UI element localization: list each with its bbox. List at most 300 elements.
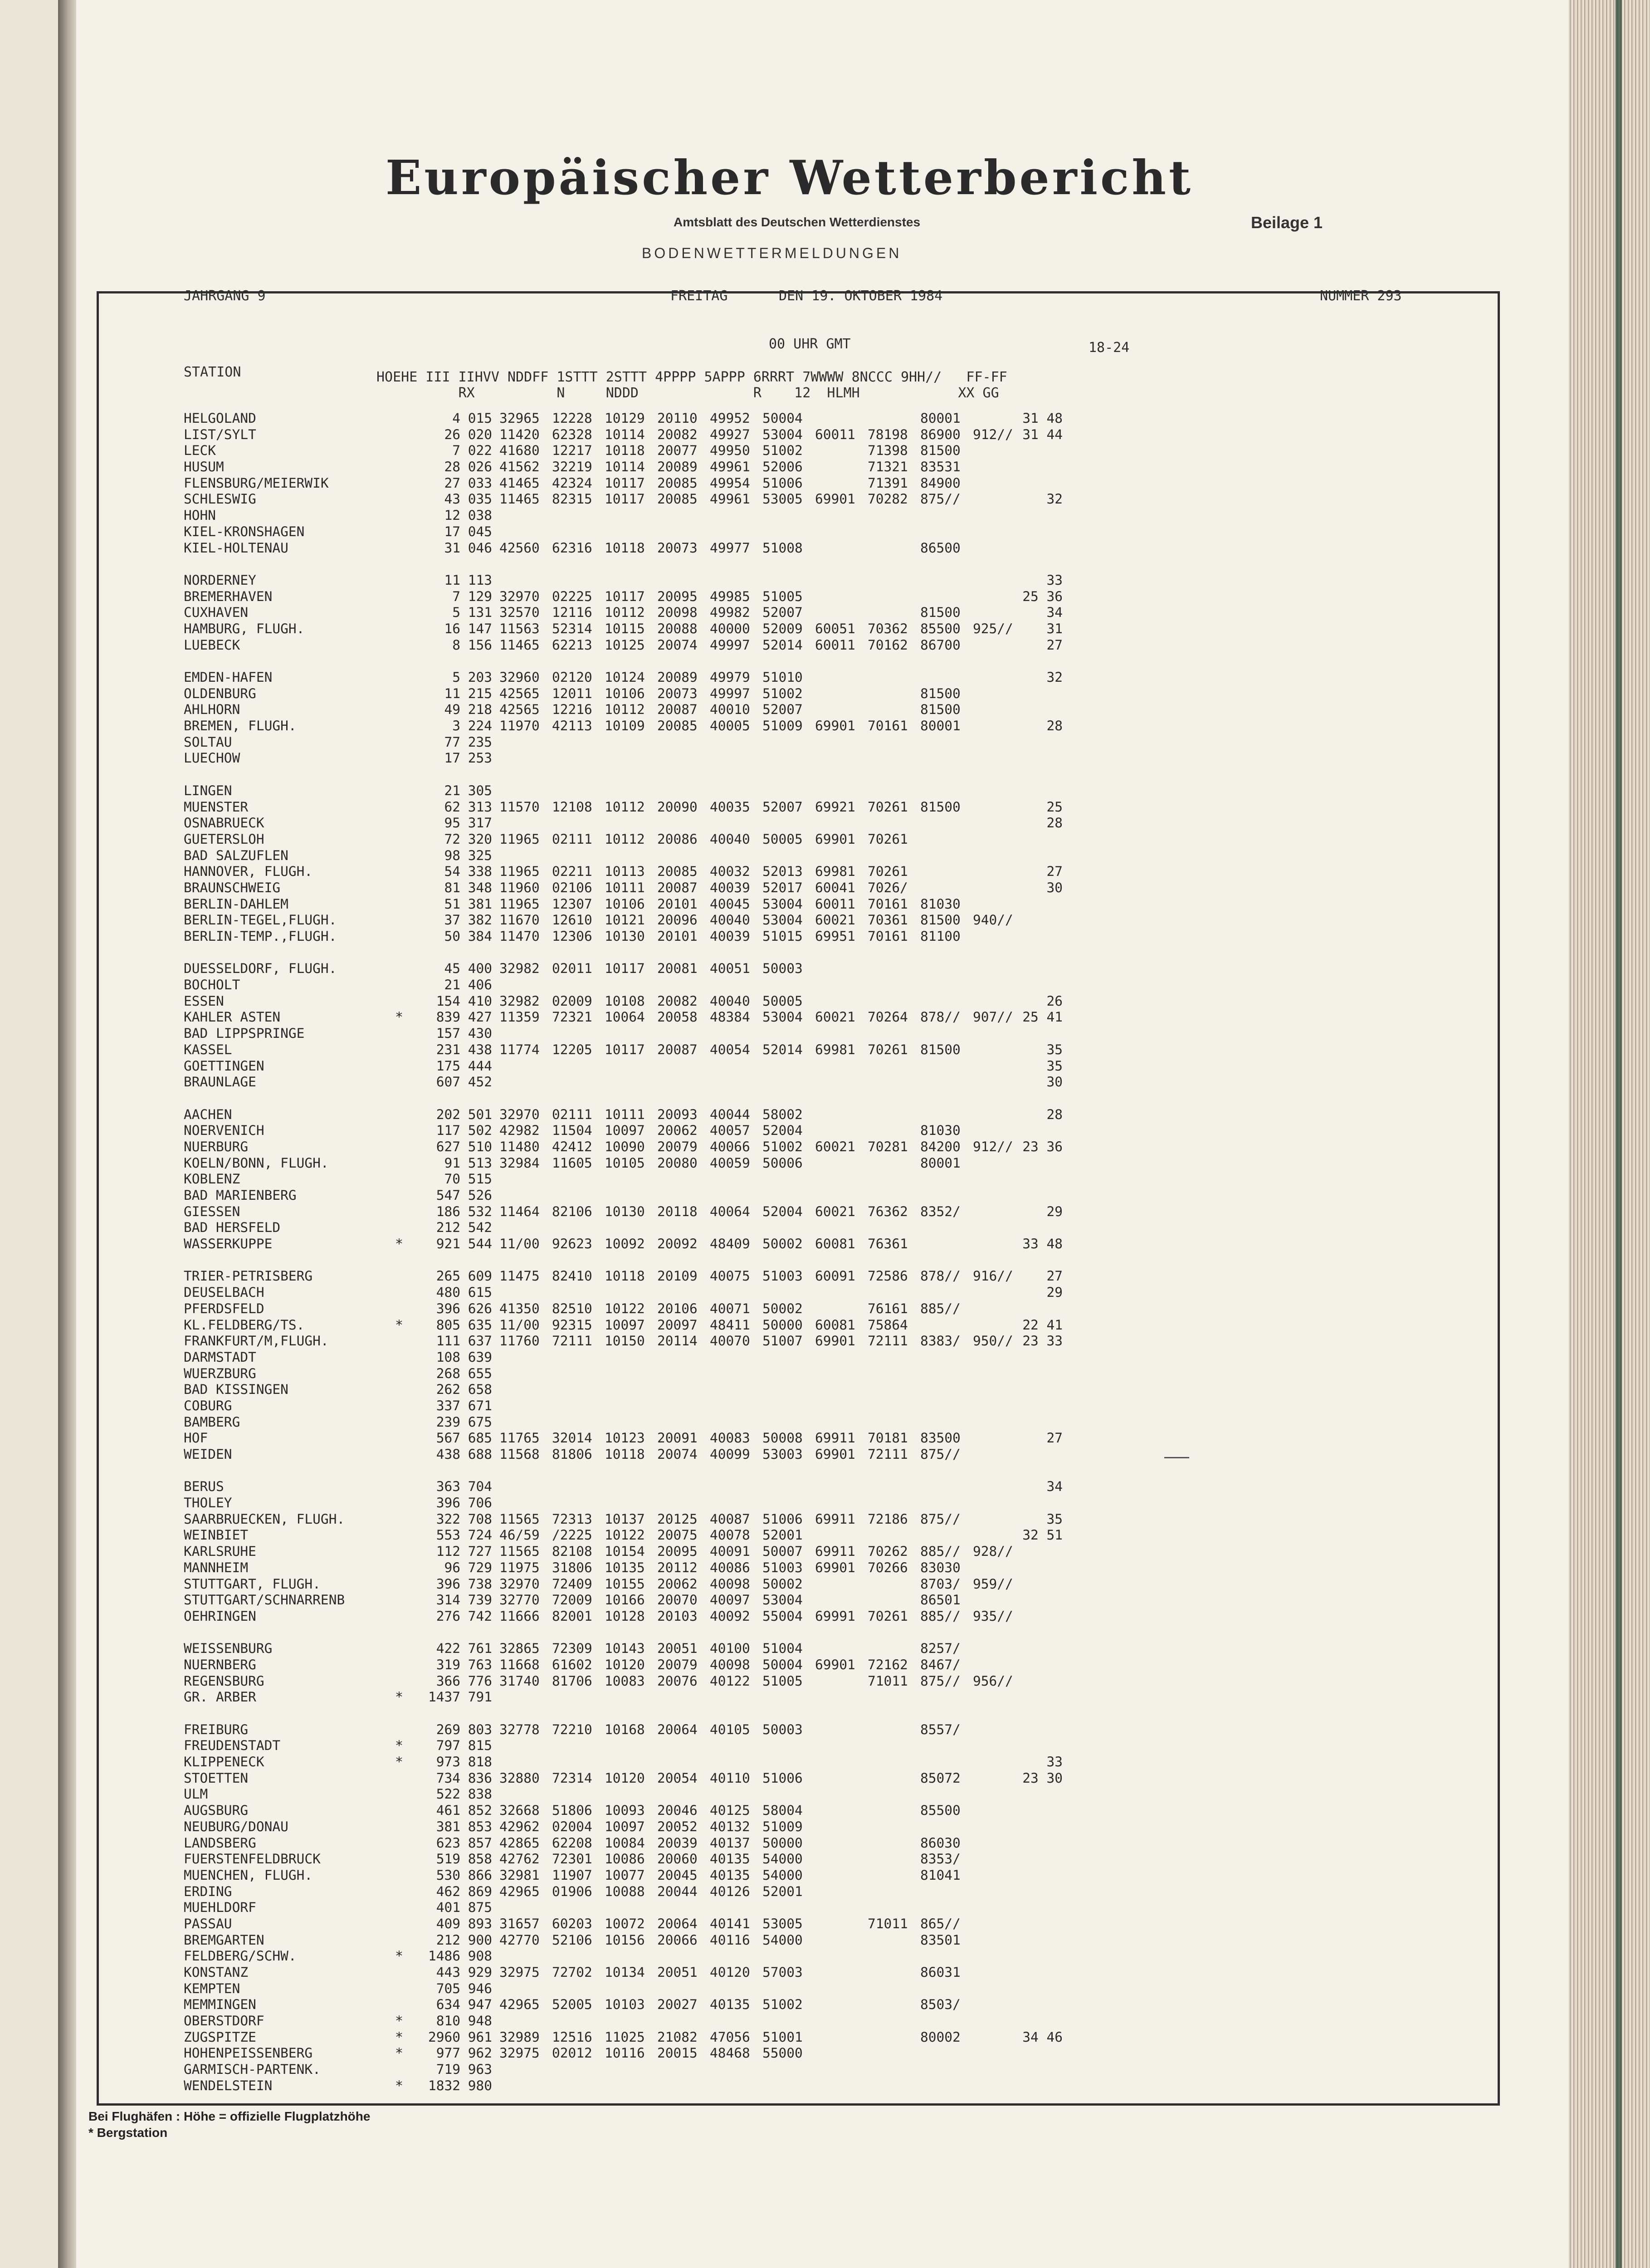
station-height: 314 xyxy=(436,1592,460,1608)
code-group: 42412 xyxy=(552,1139,592,1154)
code-group: 69901 xyxy=(815,718,855,734)
mountain-marker: * xyxy=(395,2045,403,2061)
station-index: 869 xyxy=(468,1883,492,1899)
code-group: 40122 xyxy=(710,1673,750,1689)
code-group xyxy=(969,750,1022,767)
station-name: FREUDENSTADT xyxy=(184,1738,281,1754)
code-group: 52017 xyxy=(762,880,803,895)
code-group: 20066 xyxy=(657,1932,698,1948)
station-name: BRAUNLAGE xyxy=(184,1074,256,1090)
station-height: 1437 xyxy=(428,1689,460,1705)
code-group xyxy=(811,734,864,751)
code-group xyxy=(496,1900,548,1916)
mountain-marker xyxy=(383,1349,415,1366)
station-name: BERUS xyxy=(184,1479,224,1495)
code-group xyxy=(864,1576,917,1593)
station-height: 5 xyxy=(452,605,460,621)
code-group: 40039 xyxy=(710,929,750,944)
station-height: 443 xyxy=(436,1965,460,1980)
code-group: 10117 xyxy=(605,588,645,604)
station-height: 805 xyxy=(436,1317,460,1333)
station-name: FUERSTENFELDBRUCK xyxy=(184,1851,321,1867)
code-group xyxy=(759,1188,811,1204)
code-group: 40054 xyxy=(710,1041,750,1057)
code-group: 51015 xyxy=(762,929,803,944)
table-row xyxy=(184,1495,1063,1511)
station-height: 797 xyxy=(436,1738,460,1754)
station-name: STUTTGART/SCHNARRENB xyxy=(184,1592,345,1608)
code-group xyxy=(811,1107,864,1123)
code-group xyxy=(864,1382,917,1398)
table-row xyxy=(184,1171,1063,1188)
code-group xyxy=(601,1026,654,1042)
code-group: 20085 xyxy=(657,491,698,507)
code-group: 20074 xyxy=(657,1447,698,1462)
code-group: 49982 xyxy=(710,605,750,621)
code-group: 61602 xyxy=(552,1657,592,1672)
station-index: 513 xyxy=(468,1155,492,1171)
mountain-marker xyxy=(383,993,415,1010)
station-index: 704 xyxy=(468,1479,492,1495)
station-height: 77 xyxy=(444,734,460,750)
station-height: 212 xyxy=(436,1932,460,1948)
code-group xyxy=(601,2013,654,2029)
code-group xyxy=(969,831,1022,848)
code-group: 20085 xyxy=(657,475,698,491)
publication-subtitle: Amtsblatt des Deutschen Wetterdienstes xyxy=(674,215,921,229)
code-group xyxy=(917,1900,969,1916)
table-row xyxy=(184,1689,1063,1706)
code-group: 20114 xyxy=(657,1333,698,1349)
code-group xyxy=(864,1155,917,1172)
station-name: AUGSBURG xyxy=(184,1803,249,1818)
group-spacer xyxy=(184,1252,1063,1269)
date-label: DEN 19. OKTOBER 1984 xyxy=(779,288,943,304)
station-height: 157 xyxy=(436,1026,460,1041)
table-row xyxy=(184,880,1063,896)
code-group: 50006 xyxy=(762,1155,803,1171)
station-name: KAHLER ASTEN xyxy=(184,1009,281,1025)
code-group xyxy=(917,993,969,1010)
station-index: 739 xyxy=(468,1592,492,1608)
code-group xyxy=(601,1074,654,1090)
code-group xyxy=(969,670,1022,686)
code-group: 20103 xyxy=(657,1608,698,1624)
gust-values: 25 36 xyxy=(1022,588,1063,604)
mountain-marker xyxy=(383,605,415,621)
station-index: 875 xyxy=(468,1900,492,1916)
code-group xyxy=(917,961,969,977)
table-row xyxy=(184,1430,1063,1447)
code-group: 42113 xyxy=(552,718,592,734)
table-row xyxy=(184,1770,1063,1787)
code-group xyxy=(917,977,969,993)
volume-label: JAHRGANG 9 xyxy=(184,288,266,304)
code-group: 10168 xyxy=(605,1721,645,1737)
code-group: 85500 xyxy=(920,1803,961,1818)
footnote-mountain-station: * Bergstation xyxy=(88,2126,168,2140)
table-row xyxy=(184,1544,1063,1560)
code-group xyxy=(811,1641,864,1657)
station-index: 908 xyxy=(468,1948,492,1964)
code-group: 42770 xyxy=(499,1932,540,1948)
code-group: 11668 xyxy=(499,1657,540,1672)
code-group: 53005 xyxy=(762,1916,803,1931)
code-group xyxy=(969,589,1022,605)
table-row xyxy=(184,475,1063,492)
table-row xyxy=(184,1560,1063,1576)
group-spacer xyxy=(184,767,1063,783)
code-group xyxy=(864,1398,917,1414)
table-row xyxy=(184,734,1063,751)
code-group xyxy=(706,524,759,540)
code-group xyxy=(654,1058,706,1075)
code-group xyxy=(811,1592,864,1608)
code-group xyxy=(969,1220,1022,1236)
gust-values xyxy=(1022,1495,1063,1511)
code-group xyxy=(759,1479,811,1495)
gust-values xyxy=(1022,1997,1063,2013)
station-index: 305 xyxy=(468,782,492,798)
gust-values: 28 xyxy=(1046,1106,1063,1122)
code-group xyxy=(811,2013,864,2029)
gust-values: 31 xyxy=(1046,621,1063,636)
code-group xyxy=(811,1576,864,1593)
code-group xyxy=(864,2029,917,2046)
code-group: 20044 xyxy=(657,1883,698,1899)
code-group xyxy=(917,1382,969,1398)
code-group: 20080 xyxy=(657,1155,698,1171)
station-height: 337 xyxy=(436,1398,460,1413)
code-group xyxy=(969,1981,1022,1997)
station-index: 815 xyxy=(468,1738,492,1754)
code-group xyxy=(654,977,706,993)
code-group xyxy=(706,1786,759,1803)
code-group: 10155 xyxy=(605,1576,645,1592)
station-name: STOETTEN xyxy=(184,1770,249,1786)
mountain-marker xyxy=(383,1527,415,1544)
code-group xyxy=(654,1188,706,1204)
station-name: NUERBURG xyxy=(184,1139,249,1154)
station-index: 818 xyxy=(468,1754,492,1770)
col-header-codes-line1: HOEHE III IIHVV NDDFF 1STTT 2STTT 4PPPP 5APPP 6RRRT 7WWWW 8NCCC 9HH// FF-FF xyxy=(376,369,1007,385)
code-group xyxy=(969,1738,1022,1754)
code-group: 20064 xyxy=(657,1721,698,1737)
code-group: 40100 xyxy=(710,1641,750,1657)
code-group: 51806 xyxy=(552,1803,592,1818)
code-group: 12228 xyxy=(552,411,592,426)
station-name: BAD SALZUFLEN xyxy=(184,847,288,863)
code-group xyxy=(969,1641,1022,1657)
station-height: 81 xyxy=(444,880,460,895)
station-name: KOBLENZ xyxy=(184,1171,240,1187)
code-group xyxy=(496,1058,548,1075)
code-group: 01906 xyxy=(552,1883,592,1899)
code-group: 69901 xyxy=(815,1333,855,1349)
code-group xyxy=(969,1317,1022,1334)
code-group: 40099 xyxy=(710,1447,750,1462)
code-group xyxy=(917,1285,969,1301)
mountain-marker xyxy=(383,1965,415,1981)
station-index: 838 xyxy=(468,1786,492,1802)
gust-values xyxy=(1022,1301,1063,1317)
code-group xyxy=(811,1414,864,1431)
code-group xyxy=(917,880,969,896)
mountain-marker xyxy=(383,1414,415,1431)
code-group: 12306 xyxy=(552,929,592,944)
code-group: 50004 xyxy=(762,1657,803,1672)
code-group xyxy=(759,1900,811,1916)
code-group xyxy=(601,1398,654,1414)
table-row xyxy=(184,540,1063,557)
table-row xyxy=(184,2078,1063,2094)
code-group: 11605 xyxy=(552,1155,592,1171)
code-group xyxy=(917,524,969,540)
mountain-marker xyxy=(383,572,415,589)
code-group: 81030 xyxy=(920,1123,961,1139)
mountain-marker xyxy=(383,411,415,427)
station-index: 742 xyxy=(468,1608,492,1624)
mountain-marker xyxy=(383,848,415,864)
code-group: 10117 xyxy=(605,491,645,507)
code-group: 8352/ xyxy=(920,1203,961,1219)
code-group: 11465 xyxy=(499,637,540,653)
gust-values: 28 xyxy=(1046,718,1063,734)
station-name: KIEL-HOLTENAU xyxy=(184,540,288,556)
adjacent-page-map-fragment xyxy=(0,0,60,2268)
mountain-marker: * xyxy=(395,1948,403,1964)
code-group xyxy=(654,2013,706,2029)
table-row xyxy=(184,1819,1063,1835)
code-group: 42982 xyxy=(499,1123,540,1139)
code-group: 10118 xyxy=(605,540,645,556)
gust-values: 27 xyxy=(1046,864,1063,880)
code-group: 950// xyxy=(973,1333,1013,1349)
group-spacer xyxy=(184,1706,1063,1722)
mountain-marker xyxy=(383,1074,415,1090)
code-group xyxy=(496,2013,548,2029)
station-index: 706 xyxy=(468,1495,492,1511)
station-name: OSNABRUECK xyxy=(184,815,264,831)
code-group: 71011 xyxy=(868,1916,908,1931)
code-group xyxy=(759,783,811,799)
code-group: 32014 xyxy=(552,1430,592,1446)
code-group xyxy=(654,1366,706,1382)
group-spacer xyxy=(184,653,1063,670)
code-group xyxy=(864,2062,917,2078)
code-group xyxy=(864,1349,917,1366)
code-group xyxy=(864,1786,917,1803)
code-group xyxy=(864,1107,917,1123)
code-group: 49985 xyxy=(710,588,750,604)
code-group: 32984 xyxy=(499,1155,540,1171)
mountain-marker xyxy=(383,1900,415,1916)
table-row xyxy=(184,670,1063,686)
station-index: 384 xyxy=(468,929,492,944)
table-row xyxy=(184,1139,1063,1155)
station-index: 639 xyxy=(468,1349,492,1365)
code-group xyxy=(864,2078,917,2094)
code-group xyxy=(864,540,917,557)
station-name: WUERZBURG xyxy=(184,1365,256,1381)
station-index: 961 xyxy=(468,2029,492,2045)
code-group xyxy=(864,1479,917,1495)
station-name: WEINBIET xyxy=(184,1527,249,1543)
code-group: 62208 xyxy=(552,1835,592,1851)
code-group: 10166 xyxy=(605,1592,645,1608)
station-height: 276 xyxy=(436,1608,460,1624)
mountain-marker xyxy=(383,799,415,816)
mountain-marker xyxy=(383,1220,415,1236)
code-group xyxy=(601,977,654,993)
table-row xyxy=(184,831,1063,848)
code-group: 69951 xyxy=(815,929,855,944)
code-group: 60051 xyxy=(815,621,855,636)
mountain-marker xyxy=(383,1560,415,1576)
group-spacer xyxy=(184,556,1063,572)
table-row xyxy=(184,1155,1063,1172)
code-group: 10086 xyxy=(605,1851,645,1867)
code-group: 10090 xyxy=(605,1139,645,1154)
gust-values: 33 48 xyxy=(1022,1236,1063,1252)
station-index: 776 xyxy=(468,1673,492,1689)
code-group: 7026/ xyxy=(868,880,908,895)
table-row xyxy=(184,1997,1063,2013)
code-group: 11965 xyxy=(499,896,540,912)
station-height: 212 xyxy=(436,1220,460,1236)
code-group xyxy=(917,1349,969,1366)
code-group: 10112 xyxy=(605,831,645,847)
code-group xyxy=(601,1058,654,1075)
station-height: 381 xyxy=(436,1818,460,1834)
station-index: 015 xyxy=(468,411,492,426)
station-height: 11 xyxy=(444,572,460,588)
code-group xyxy=(496,1349,548,1366)
code-group: 20064 xyxy=(657,1916,698,1931)
code-group xyxy=(969,1155,1022,1172)
code-group xyxy=(811,411,864,427)
code-group: 20097 xyxy=(657,1317,698,1333)
code-group: 20054 xyxy=(657,1770,698,1786)
code-group: 54000 xyxy=(762,1932,803,1948)
code-group: 41350 xyxy=(499,1300,540,1316)
code-group: /2225 xyxy=(552,1527,592,1543)
code-group: 81500 xyxy=(920,1041,961,1057)
code-group xyxy=(706,1689,759,1706)
code-group: 11025 xyxy=(605,2029,645,2045)
code-group xyxy=(969,1495,1022,1511)
station-height: 54 xyxy=(444,864,460,880)
code-group: 51002 xyxy=(762,1139,803,1154)
station-index: 724 xyxy=(468,1527,492,1543)
code-group: 41680 xyxy=(499,443,540,459)
mountain-marker: * xyxy=(395,1754,403,1770)
code-group xyxy=(969,1916,1022,1932)
code-group: 02111 xyxy=(552,1106,592,1122)
code-group: 51002 xyxy=(762,1997,803,2013)
mountain-marker: * xyxy=(395,1236,403,1252)
station-index: 929 xyxy=(468,1965,492,1980)
observation-time: 00 UHR GMT xyxy=(769,336,851,352)
station-height: 1832 xyxy=(428,2077,460,2093)
code-group: 50000 xyxy=(762,1317,803,1333)
code-group: 8467/ xyxy=(920,1657,961,1672)
table-row xyxy=(184,1851,1063,1867)
code-group xyxy=(759,572,811,589)
code-group xyxy=(811,605,864,621)
code-group: 20087 xyxy=(657,880,698,895)
code-group: 32982 xyxy=(499,961,540,977)
gust-values xyxy=(1022,1220,1063,1236)
code-group xyxy=(864,961,917,977)
code-group xyxy=(969,508,1022,524)
station-height: 28 xyxy=(444,459,460,475)
code-group: 42324 xyxy=(552,475,592,491)
code-group: 10108 xyxy=(605,993,645,1009)
code-group: 885// xyxy=(920,1300,961,1316)
station-height: 7 xyxy=(452,588,460,604)
code-group: 11960 xyxy=(499,880,540,895)
table-row xyxy=(184,1608,1063,1625)
code-group: 60021 xyxy=(815,1139,855,1154)
code-group xyxy=(706,1026,759,1042)
code-group xyxy=(548,1398,601,1414)
mountain-marker xyxy=(383,1495,415,1511)
code-group: 10072 xyxy=(605,1916,645,1931)
code-group xyxy=(864,1527,917,1544)
code-group: 11970 xyxy=(499,718,540,734)
station-index: 235 xyxy=(468,734,492,750)
code-group: 32970 xyxy=(499,1576,540,1592)
station-index: 853 xyxy=(468,1818,492,1834)
station-index: 038 xyxy=(468,508,492,523)
gust-values xyxy=(1022,1867,1063,1884)
code-group: 40051 xyxy=(710,961,750,977)
gust-values xyxy=(1022,929,1063,945)
code-group: 20074 xyxy=(657,637,698,653)
code-group xyxy=(864,1997,917,2013)
code-group xyxy=(811,686,864,702)
code-group xyxy=(811,1527,864,1544)
code-group: 76161 xyxy=(868,1300,908,1316)
station-name: KARLSRUHE xyxy=(184,1544,256,1559)
code-group xyxy=(811,815,864,831)
station-index: 738 xyxy=(468,1576,492,1592)
code-group xyxy=(969,734,1022,751)
code-group: 54000 xyxy=(762,1851,803,1867)
code-group: 81500 xyxy=(920,702,961,718)
code-group: 32989 xyxy=(499,2029,540,2045)
code-group xyxy=(864,686,917,702)
station-height: 5 xyxy=(452,670,460,685)
code-group xyxy=(811,1673,864,1690)
mountain-marker xyxy=(383,1867,415,1884)
code-group: 02011 xyxy=(552,961,592,977)
code-group: 54000 xyxy=(762,1867,803,1883)
station-height: 154 xyxy=(436,993,460,1009)
code-group: 53005 xyxy=(762,491,803,507)
station-height: 8 xyxy=(452,637,460,653)
mountain-marker xyxy=(383,718,415,734)
code-group xyxy=(601,1981,654,1997)
code-group: 11565 xyxy=(499,1544,540,1559)
code-group: 70362 xyxy=(868,621,908,636)
code-group: 42965 xyxy=(499,1997,540,2013)
code-group: 40132 xyxy=(710,1818,750,1834)
code-group xyxy=(917,1188,969,1204)
station-index: 313 xyxy=(468,799,492,815)
station-name: OEHRINGEN xyxy=(184,1608,256,1624)
